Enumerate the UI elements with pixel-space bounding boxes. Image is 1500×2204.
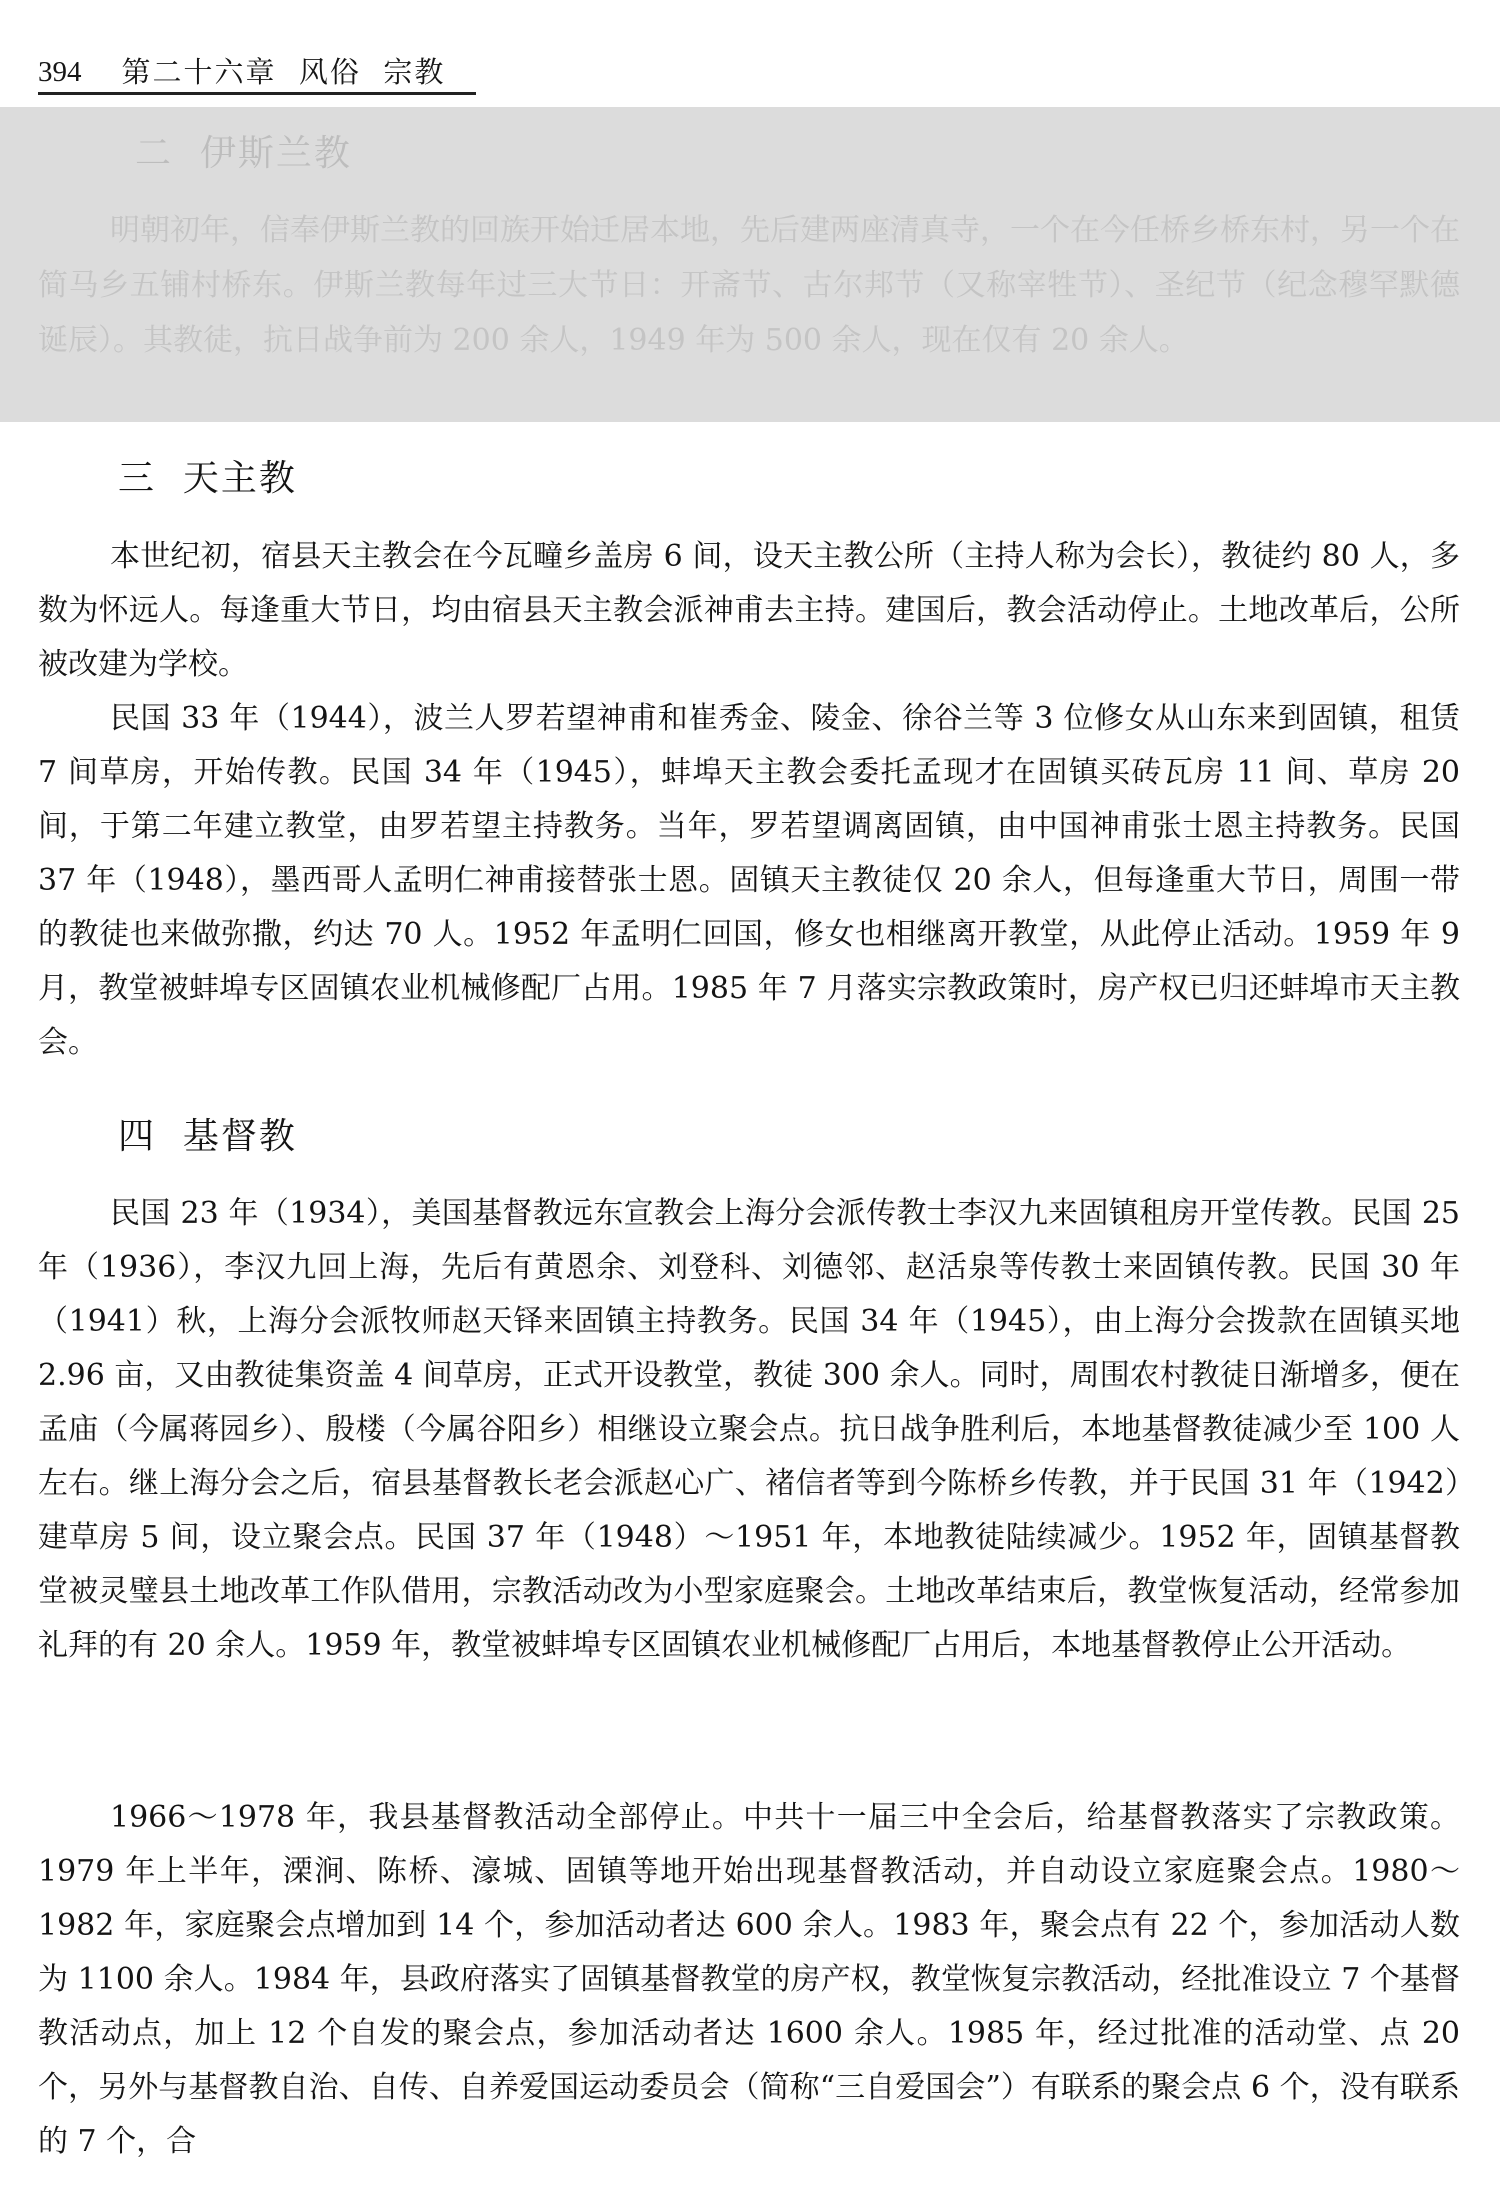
section-heading-islam: 二 伊斯兰教 [135,133,352,174]
paragraph-protestant-1: 民国 23 年（1934），美国基督教远东宣教会上海分会派传教士李汉九来固镇租房开堂传教。民国 25 年（1936），李汉九回上海，先后有黄恩余、刘登科、刘德邻、赵活泉等传教士来固镇传教。民国 30 年（1941）秋，上海分会派牧师赵天铎来固镇主持教务。民国 34 年（1945），由上海分会拨款在固镇买地 2.96 亩，又由教徒集资盖 4 间草房，正式开设教堂，教徒 300 余人。同时，周围农村教徒日渐增多，便在孟庙（今属蒋园乡）、殷楼（今属谷阳乡）相继设立聚会点。抗日战争胜利后，本地基督教徒减少至 100 人左右。继上海分会之后，宿县基督教长老会派赵心广、褚信者等到今陈桥乡传教，并于民国 31 年（1942）建草房 5 间，设立聚会点。民国 37 年（1948）～1951 年，本地教徒陆续减少。1952 年，固镇基督教堂被灵璧县土地改革工作队借用，宗教活动改为小型家庭聚会。土地改革结束后，教堂恢复活动，经常参加礼拜的有 20 余人。1959 年，教堂被蚌埠专区固镇农业机械修配厂占用后，本地基督教停止公开活动。 [38,1196,1460,1663]
paragraph-protestant-2: 1966～1978 年，我县基督教活动全部停止。中共十一届三中全会后，给基督教落实了宗教政策。1979 年上半年，溧涧、陈桥、濠城、固镇等地开始出现基督教活动，并自动设立家庭聚会点。1980～1982 年，家庭聚会点增加到 14 个，参加活动者达 600 余人。1983 年，聚会点有 22 个，参加活动人数为 1100 余人。1984 年，县政府落实了固镇基督教堂的房产权，教堂恢复宗教活动，经批准设立 7 个基督教活动点，加上 12 个自发的聚会点，参加活动者达 1600 余人。1985 年，经过批准的活动堂、点 20 个，另外与基督教自治、自传、自养爱国运动委员会（简称“三自爱国会”）有联系的聚会点 6 个，没有联系的 7 个，合 [38,1800,1460,2159]
chapter-title: 第二十六章 风俗 宗教 [121,55,446,89]
paragraph-catholic-1: 本世纪初，宿县天主教会在今瓦疃乡盖房 6 间，设天主教公所（主持人称为会长），教徒约 80 人，多数为怀远人。每逢重大节日，均由宿县天主教会派神甫去主持。建国后，教会活动停止。土地改革后，公所被改建为学校。 [38,539,1460,682]
paragraph-islam-1: 明朝初年，信奉伊斯兰教的回族开始迁居本地，先后建两座清真寺，一个在今任桥乡桥东村，另一个在简马乡五铺村桥东。伊斯兰教每年过三大节日：开斋节、古尔邦节（又称宰牲节）、圣纪节（纪念穆罕默德诞辰）。其教徒，抗日战争前为 200 余人，1949 年为 500 余人，现在仅有 20 余人。 [38,213,1460,358]
section-heading-catholic: 三 天主教 [118,458,297,499]
running-header [38,42,476,95]
paragraph-catholic-2: 民国 33 年（1944），波兰人罗若望神甫和崔秀金、陵金、徐谷兰等 3 位修女从山东来到固镇，租赁 7 间草房，开始传教。民国 34 年（1945），蚌埠天主教会委托孟现才在固镇买砖瓦房 11 间、草房 20 间，于第二年建立教堂，由罗若望主持教务。当年，罗若望调离固镇，由中国神甫张士恩主持教务。民国 37 年（1948），墨西哥人孟明仁神甫接替张士恩。固镇天主教徒仅 20 余人，但每逢重大节日，周围一带的教徒也来做弥撒，约达 70 人。1952 年孟明仁回国，修女也相继离开教堂，从此停止活动。1959 年 9 月，教堂被蚌埠专区固镇农业机械修配厂占用。1985 年 7 月落实宗教政策时，房产权已归还蚌埠市天主教会。 [38,701,1460,1060]
faded-islam-section [0,107,1500,422]
page-number: 394 [38,56,82,88]
section-heading-protestant: 四 基督教 [118,1116,297,1157]
